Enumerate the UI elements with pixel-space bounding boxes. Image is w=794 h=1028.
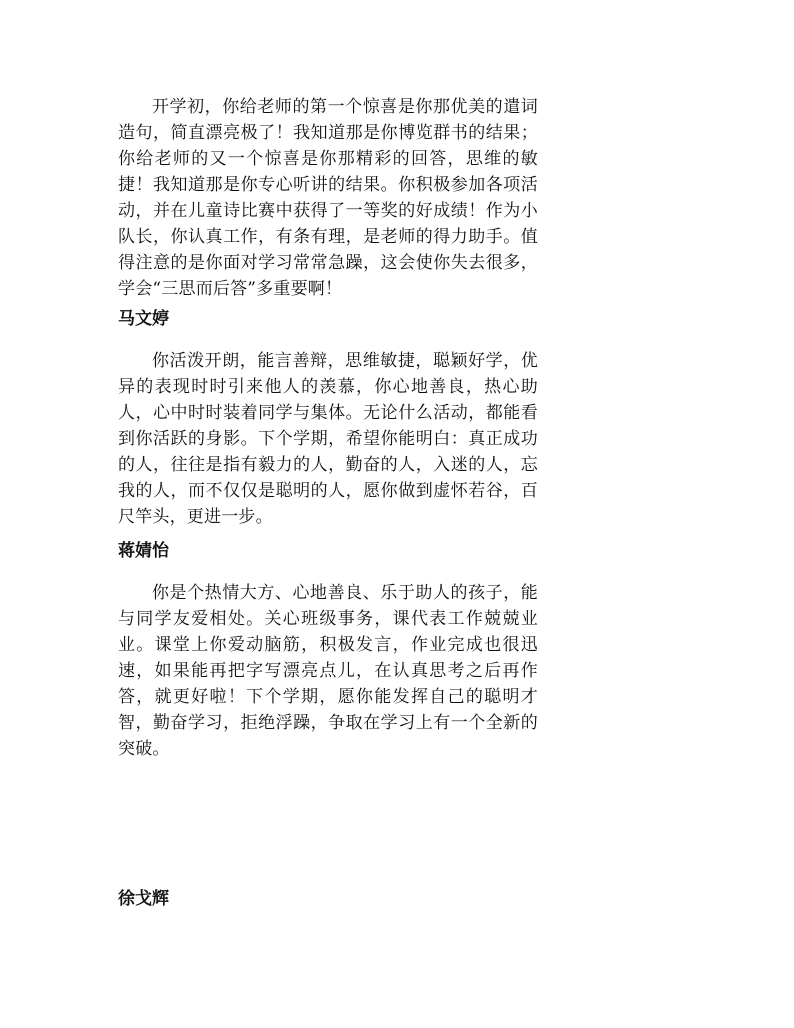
student-name: 蒋婧怡: [118, 541, 169, 561]
comment-paragraph: 开学初，你给老师的第一个惊喜是你那优美的遣词造句，简直漂亮极了！我知道那是你博览群书的结果；你给老师的又一个惊喜是你那精彩的回答，思维的敏捷！我知道那是你专心听讲的结果。你积极参加各项活动，并在儿童诗比赛中获得了一等奖的好成绩！作为小队长，你认真工作，有条有理，是老师的得力助手。值得注意的是你面对学习常常急躁，这会使你失去很多，学会“三思而后答”多重要啊！: [118, 97, 538, 299]
comment-paragraph: 你是个热情大方、心地善良、乐于助人的孩子，能与同学友爱相处。关心班级事务，课代表工作兢兢业业。课堂上你爱动脑筋，积极发言，作业完成也很迅速，如果能再把字写漂亮点儿，在认真思考之后再作答，就更好啦！下个学期，愿你能发挥自己的聪明才智，勤奋学习，拒绝浮躁，争取在学习上有一个全新的突破。: [118, 583, 538, 759]
student-name: 马文婷: [118, 309, 169, 329]
comment-paragraph: 你活泼开朗，能言善辩，思维敏捷，聪颖好学，优异的表现时时引来他人的羡慕，你心地善良，热心助人，心中时时装着同学与集体。无论什么活动，都能看到你活跃的身影。下个学期，希望你能明白：真正成功的人，往往是指有毅力的人，勤奋的人，入迷的人，忘我的人，而不仅仅是聪明的人，愿你做到虚怀若谷，百尺竿头，更进一步。: [118, 351, 538, 527]
student-name: 徐戈辉: [118, 889, 169, 909]
